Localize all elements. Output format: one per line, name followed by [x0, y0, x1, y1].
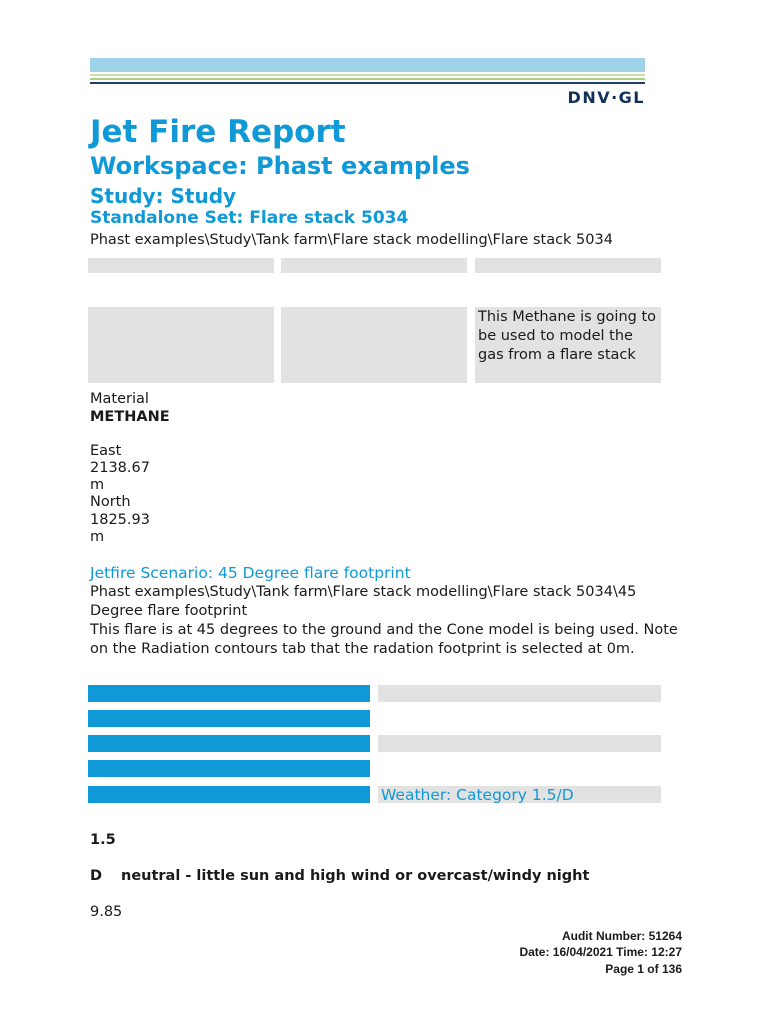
scenario-note: This flare is at 45 degrees to the ground and the Cone model is being used. Note on the Radiation contours tab that the radation footprint is selected at 0m. [90, 622, 678, 657]
wind-speed-value: 1.5 [90, 832, 116, 848]
table-cell [378, 735, 661, 752]
table-header-cell [88, 786, 370, 803]
north-value: 1825.93 [90, 512, 150, 528]
dnv-gl-logo: DNV·GL [567, 88, 645, 107]
table-cell [281, 258, 467, 273]
table-header-cell [88, 735, 370, 752]
date-time: Date: 16/04/2021 Time: 12:27 [519, 945, 682, 959]
weather-heading: Weather: Category 1.5/D [381, 786, 574, 804]
table-header-cell [88, 710, 370, 727]
audit-number: Audit Number: 51264 [561, 929, 682, 943]
header-stripe [90, 74, 645, 76]
stability-description: neutral - little sun and high wind or overcast/windy night [121, 868, 590, 884]
temperature-value: 9.85 [90, 904, 123, 920]
east-unit: m [90, 477, 105, 493]
standalone-set-heading: Standalone Set: Flare stack 5034 [90, 208, 409, 228]
set-description: This Methane is going to be used to model the gas from a flare stack [478, 309, 657, 363]
table-cell [378, 685, 661, 702]
header-band [90, 58, 645, 72]
table-cell [475, 258, 661, 273]
table-header-cell [88, 685, 370, 702]
report-title: Jet Fire Report [90, 114, 346, 150]
north-label: North [90, 494, 131, 510]
east-label: East [90, 443, 122, 459]
table-cell [281, 307, 467, 383]
standalone-set-path: Phast examples\Study\Tank farm\Flare stack modelling\Flare stack 5034 [90, 232, 613, 248]
material-value: METHANE [90, 409, 170, 425]
page-number: Page 1 of 136 [605, 962, 682, 976]
table-cell [88, 307, 274, 383]
east-value: 2138.67 [90, 460, 150, 476]
header-stripe [90, 78, 645, 80]
table-header-cell [88, 760, 370, 777]
header-stripe [90, 82, 645, 84]
material-label: Material [90, 391, 149, 407]
workspace-heading: Workspace: Phast examples [90, 152, 470, 180]
scenario-path: Phast examples\Study\Tank farm\Flare stack modelling\Flare stack 5034\45 Degree flare footprint [90, 584, 637, 619]
table-cell [88, 258, 274, 273]
stability-code: D [90, 868, 103, 884]
scenario-heading: Jetfire Scenario: 45 Degree flare footprint [90, 564, 411, 582]
study-heading: Study: Study [90, 184, 237, 208]
north-unit: m [90, 529, 105, 545]
